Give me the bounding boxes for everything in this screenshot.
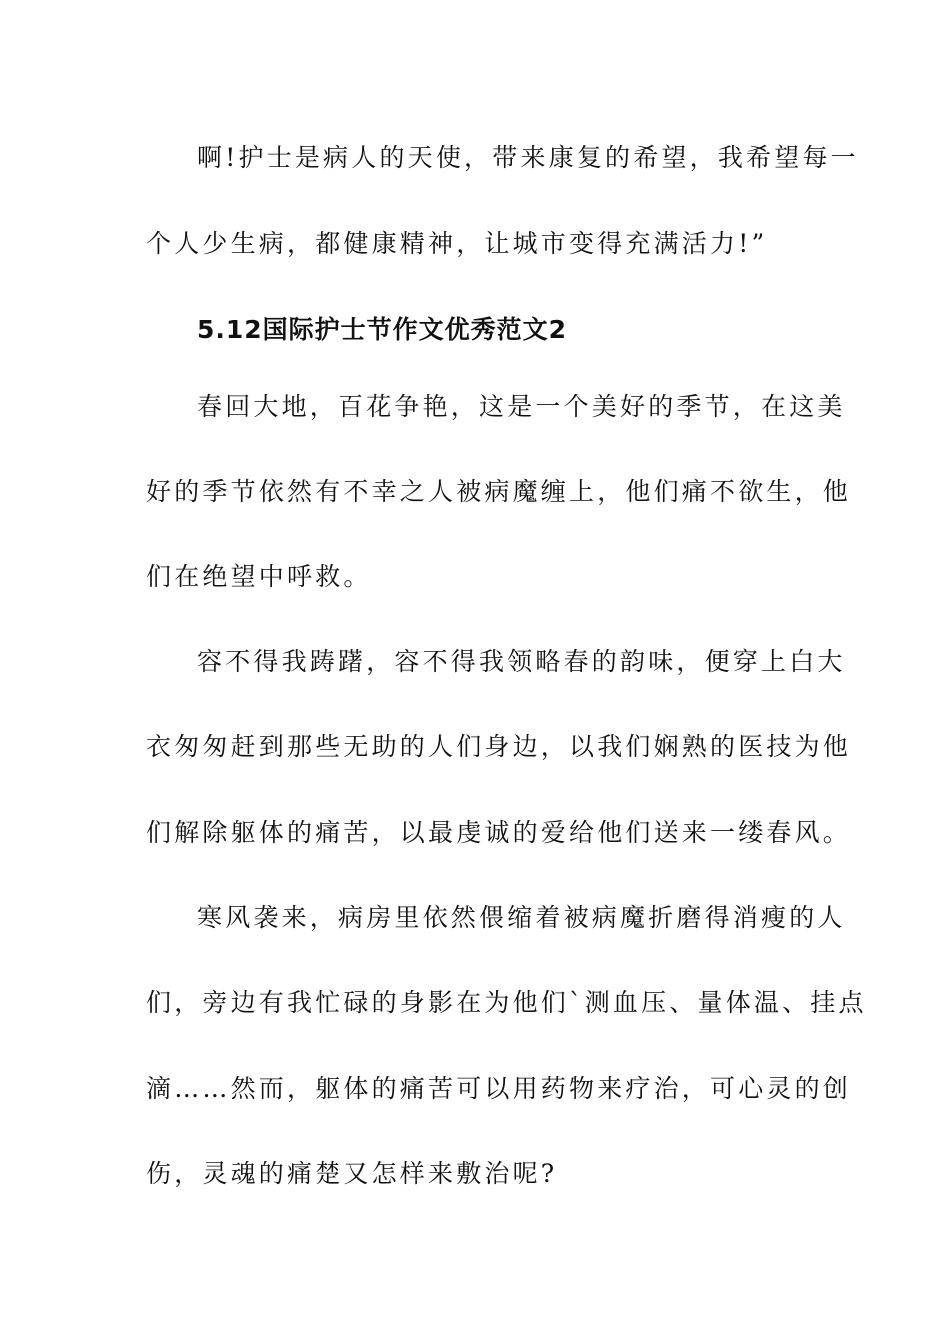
- section-heading: 5.12国际护士节作文优秀范文2: [197, 315, 568, 344]
- paragraph-line: 啊!护士是病人的天使，带来康复的希望，我希望每一: [197, 143, 859, 172]
- paragraph-line: 伤，灵魂的痛楚又怎样来敷治呢?: [146, 1159, 558, 1188]
- paragraph-line: 衣匆匆赶到那些无助的人们身边，以我们娴熟的医技为他: [146, 732, 852, 761]
- paragraph-line: 春回大地，百花争艳，这是一个美好的季节，在这美: [197, 392, 846, 421]
- paragraph-line: 好的季节依然有不幸之人被病魔缠上，他们痛不欲生，他: [146, 477, 852, 506]
- paragraph-line: 个人少生病，都健康精神，让城市变得充满活力!”: [146, 229, 768, 258]
- paragraph-line: 们解除躯体的痛苦，以最虔诚的爱给他们送来一缕春风。: [146, 818, 852, 847]
- paragraph-line: 寒风袭来，病房里依然偎缩着被病魔折磨得消瘦的人: [197, 903, 846, 932]
- paragraph-line: 滴……然而，躯体的痛苦可以用药物来疗治，可心灵的创: [146, 1074, 852, 1103]
- paragraph-line: 们在绝望中呼救。: [146, 562, 372, 591]
- paragraph-line: 容不得我踌躇，容不得我领略春的韵味，便穿上白大: [197, 647, 846, 676]
- paragraph-line: 们，旁边有我忙碌的身影在为他们`测血压、量体温、挂点: [146, 988, 867, 1017]
